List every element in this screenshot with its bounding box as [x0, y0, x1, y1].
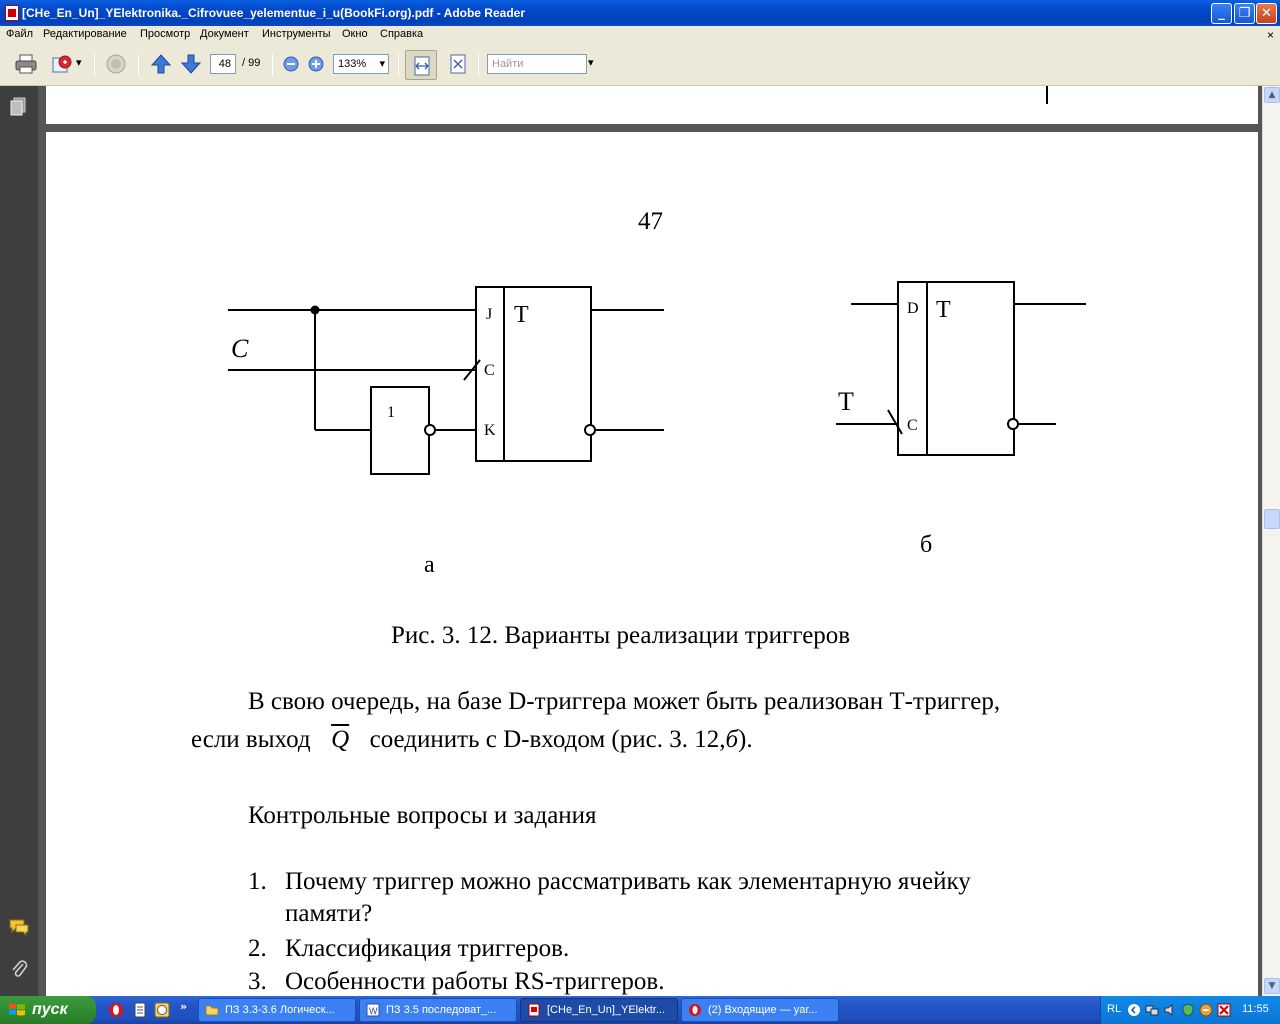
taskbar-item-active[interactable] — [520, 998, 678, 1022]
navigation-panel — [0, 86, 38, 996]
system-tray — [1100, 996, 1280, 1024]
menu-window[interactable]: Окно — [342, 28, 368, 40]
fit-width-button[interactable] — [405, 50, 437, 80]
antivirus-icon[interactable] — [1217, 1003, 1231, 1017]
zoom-select[interactable] — [333, 54, 389, 74]
inverter-box — [371, 387, 429, 474]
paragraph-text-b: соединить с D-входом (рис. 3. 12, — [369, 726, 726, 753]
page-number-input[interactable]: 48 — [210, 54, 236, 74]
close-button[interactable]: ✕ — [1256, 3, 1277, 24]
prev-page-icon[interactable] — [149, 52, 173, 76]
maximize-button[interactable]: ❐ — [1234, 3, 1255, 24]
clock-edge-mark — [888, 410, 902, 434]
opera-icon — [688, 1003, 702, 1017]
folder-icon — [205, 1003, 219, 1017]
start-label: пуск — [32, 1001, 68, 1018]
document-view — [38, 86, 1262, 996]
menu-tools[interactable]: Инструменты — [262, 28, 331, 40]
menu-bar — [0, 26, 1280, 44]
clock-icon[interactable] — [154, 1002, 170, 1018]
scroll-up-icon[interactable]: ▲ — [1264, 87, 1280, 103]
taskbar — [0, 996, 1280, 1024]
svg-text:W: W — [369, 1006, 378, 1016]
question-number: 1. — [248, 868, 267, 895]
pin-k-label: K — [484, 422, 496, 439]
inverter-bubble — [425, 425, 435, 435]
paragraph-line-2 — [191, 726, 753, 754]
figure-caption: Рис. 3. 12. Варианты реализации триггеров — [391, 622, 851, 649]
menu-help[interactable]: Справка — [380, 28, 424, 40]
opera-icon[interactable] — [108, 1002, 124, 1018]
qbar-bubble — [1008, 419, 1018, 429]
print-icon[interactable] — [14, 52, 38, 76]
fit-width-icon — [411, 55, 433, 77]
minimize-button[interactable]: _ — [1211, 3, 1232, 24]
taskbar-item[interactable] — [681, 998, 839, 1022]
windows-flag-icon — [8, 1002, 26, 1018]
word-icon — [366, 1003, 380, 1017]
question-text: Особенности работы RS-триггеров. — [285, 968, 665, 995]
security-shield-icon[interactable] — [1181, 1003, 1195, 1017]
paragraph-line-1: В свою очередь, на базе D-триггера может быть реализован Т-триггер, — [248, 688, 1001, 715]
taskbar-item-label: (2) Входящие — yar... — [708, 1004, 818, 1016]
update-icon[interactable] — [1199, 1003, 1213, 1017]
menu-file[interactable]: Файл — [6, 28, 34, 40]
attachments-icon[interactable] — [8, 958, 30, 980]
taskbar-item-label: [CHe_En_Un]_YElektr... — [547, 1004, 666, 1016]
fit-page-icon[interactable] — [446, 52, 470, 76]
taskbar-item-label: ПЗ 3.3-3.6 Логическ... — [225, 1004, 335, 1016]
volume-icon[interactable] — [1163, 1003, 1177, 1017]
search-input[interactable]: Найти — [487, 54, 587, 74]
zoom-in-icon[interactable] — [307, 55, 325, 73]
t-input-label: T — [838, 387, 854, 416]
share-icon[interactable] — [50, 52, 74, 76]
taskbar-item[interactable] — [359, 998, 517, 1022]
next-page-icon[interactable] — [179, 52, 203, 76]
document-close-icon[interactable]: × — [1266, 28, 1274, 42]
quicklaunch-overflow-icon[interactable]: » — [180, 1000, 188, 1013]
pin-c-label: C — [484, 362, 495, 379]
caption-b: б — [920, 532, 933, 558]
toolbar — [0, 44, 1280, 86]
language-indicator[interactable]: RL — [1107, 1003, 1122, 1015]
c-input-label: C — [231, 334, 249, 363]
start-button[interactable] — [0, 996, 96, 1024]
diagram-a — [216, 277, 676, 542]
zoom-out-icon[interactable] — [282, 55, 300, 73]
menu-edit[interactable]: Редактирование — [43, 28, 127, 40]
question-number: 3. — [248, 968, 267, 995]
question-text: Классификация триггеров. — [285, 935, 570, 962]
hand-tool-icon[interactable] — [104, 52, 128, 76]
page-total: / 99 — [242, 57, 261, 69]
taskbar-item[interactable] — [198, 998, 356, 1022]
scroll-down-icon[interactable]: ▼ — [1264, 978, 1280, 994]
share-dropdown-icon[interactable]: ▾ — [76, 57, 82, 69]
notepad-icon[interactable] — [132, 1002, 148, 1018]
question-text-continued: памяти? — [285, 900, 373, 927]
menu-document[interactable]: Документ — [200, 28, 249, 40]
q-bar-symbol: $\overline{Q}$ — [331, 726, 350, 753]
paragraph-text-a: если выход — [191, 726, 311, 753]
tray-back-icon[interactable] — [1127, 1003, 1141, 1017]
adobe-reader-icon — [5, 5, 19, 21]
pdf-icon — [527, 1003, 541, 1017]
menu-view[interactable]: Просмотр — [140, 28, 191, 40]
diagram-b — [816, 277, 1116, 512]
pin-c-label: C — [907, 417, 918, 434]
pin-j-label: J — [486, 306, 493, 323]
title-bar — [0, 0, 1280, 26]
taskbar-item-label: ПЗ 3.5 последоват_... — [386, 1004, 497, 1016]
question-text: Почему триггер можно рассматривать как элементарную ячейку — [285, 868, 971, 895]
caption-a: а — [424, 552, 435, 578]
question-number: 2. — [248, 935, 267, 962]
paragraph-text-c: ). — [738, 726, 753, 753]
zoom-value: 133% — [338, 58, 367, 70]
network-icon[interactable] — [1145, 1003, 1159, 1017]
pdf-page — [46, 132, 1258, 996]
page-number: 47 — [638, 208, 663, 235]
window-title: [CHe_En_Un]_YElektronika._Cifrovuee_yelementue_i_u(BookFi.org).pdf - Adobe Reader — [22, 6, 525, 20]
previous-page-fragment — [46, 86, 1258, 124]
block-t-label: T — [936, 297, 951, 323]
zoom-dropdown-icon[interactable]: ▾ — [379, 58, 385, 70]
clock: 11:55 — [1242, 1003, 1269, 1015]
pages-panel-icon[interactable] — [8, 96, 30, 118]
gate-label: 1 — [387, 404, 395, 421]
section-title: Контрольные вопросы и задания — [248, 802, 597, 829]
pin-d-label: D — [907, 300, 919, 317]
qbar-bubble — [585, 425, 595, 435]
vertical-scrollbar[interactable] — [1262, 86, 1280, 996]
search-dropdown-icon[interactable]: ▾ — [588, 57, 594, 69]
block-t-label: T — [514, 302, 529, 328]
paragraph-italic: б — [725, 726, 739, 753]
scroll-thumb[interactable] — [1264, 509, 1280, 529]
comments-icon[interactable] — [8, 916, 30, 938]
